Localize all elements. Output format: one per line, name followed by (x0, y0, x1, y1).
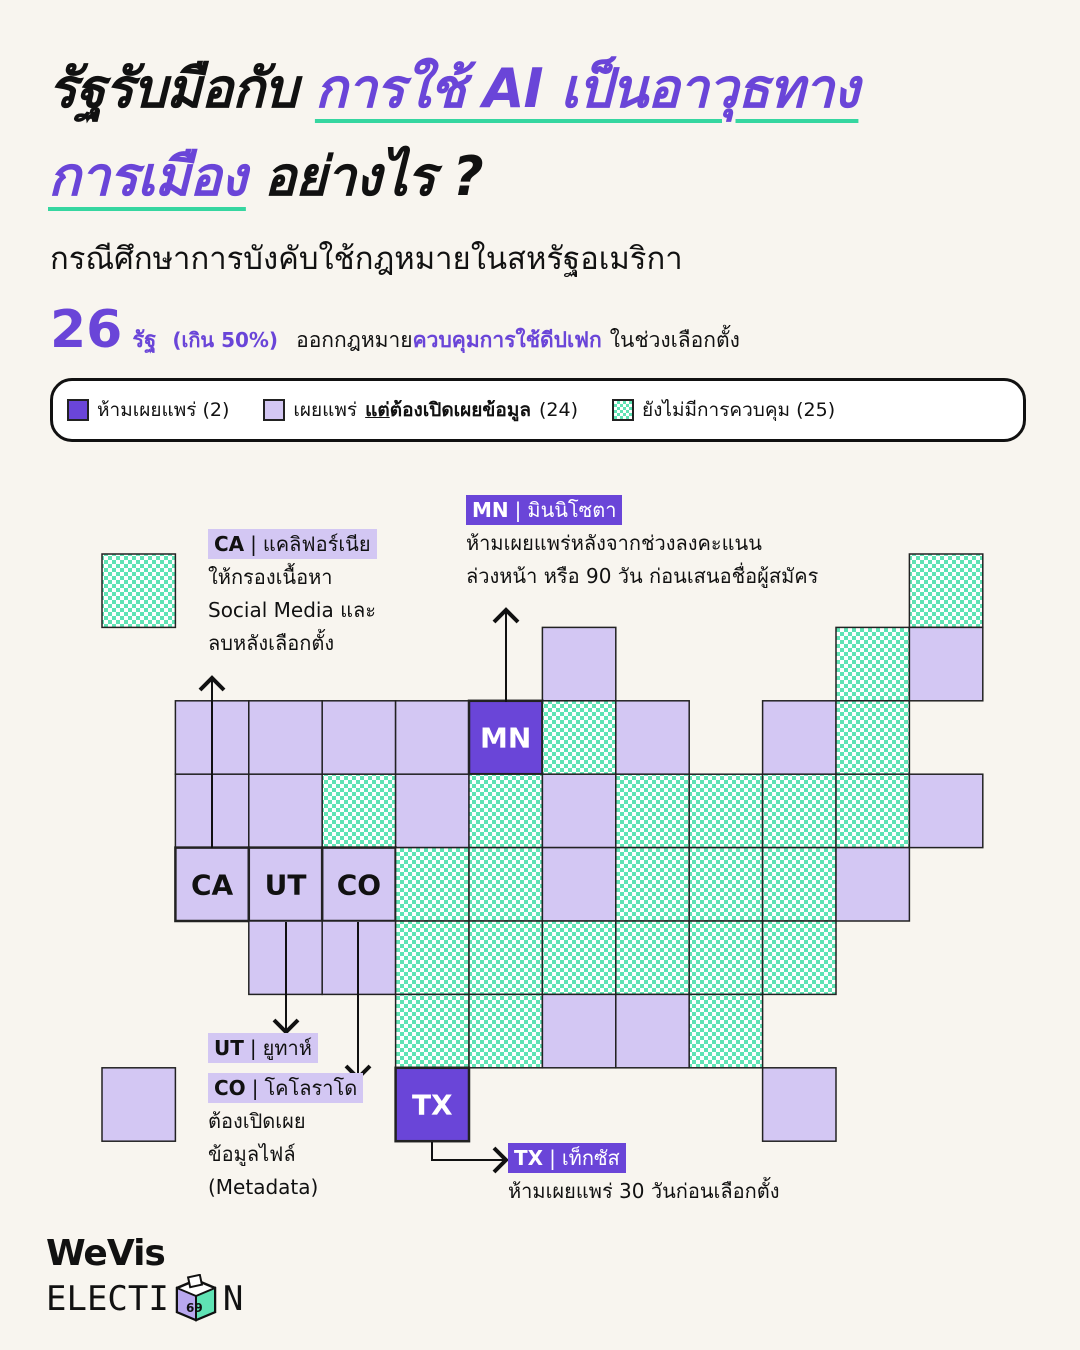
state-cell-none (689, 848, 762, 921)
state-label-co: CO (336, 868, 382, 902)
stat-percent: (เกิน 50%) (172, 328, 279, 352)
state-cell-disc (396, 774, 469, 847)
tx-line-1: ห้ามเผยแพร่ 30 วันก่อนเลือกตั้ง (508, 1179, 780, 1203)
ca-line-3: ลบหลังเลือกตั้ง (208, 631, 335, 655)
legend-label-disclose-prefix: เผยแพร่ (293, 399, 358, 421)
state-cell-none (396, 848, 469, 921)
state-cell-none (689, 994, 762, 1067)
state-cell-disc (396, 701, 469, 774)
co-tag: CO | โคโลราโด (208, 1073, 363, 1103)
state-cell-none (763, 848, 836, 921)
state-label-tx: TX (411, 1088, 453, 1122)
annotation-ut-co (208, 1032, 363, 1204)
state-label-ut: UT (264, 868, 307, 902)
state-cell-disc (542, 774, 615, 847)
state-cell-none (102, 554, 175, 627)
ballot-box-icon (171, 1274, 221, 1324)
logo-wevis: WeVis (46, 1233, 165, 1274)
state-cell-none (542, 701, 615, 774)
state-cell-none (616, 774, 689, 847)
state-cell-disc (322, 701, 395, 774)
state-label-mn: MN (480, 721, 532, 755)
mn-tag: MN | มินนิโซตา (466, 495, 622, 525)
stat-unit: รัฐ (132, 328, 157, 353)
legend-label-disclose-count: (24) (539, 399, 579, 421)
state-cell-disc (542, 627, 615, 700)
state-cell-none (396, 921, 469, 994)
state-cell-none (689, 774, 762, 847)
state-cell-disc (102, 1068, 175, 1141)
title-suffix: อย่างไร ? (263, 145, 483, 208)
co-line-2: ข้อมูลไฟล์ (208, 1142, 296, 1166)
state-cell-disc (249, 701, 322, 774)
arrow-tx (432, 1142, 506, 1160)
stat-text-1: ออกกฎหมาย (296, 328, 413, 352)
ut-tag: UT | ยูทาห์ (208, 1033, 318, 1063)
state-cell-disc (763, 1068, 836, 1141)
mn-line-2: ล่วงหน้า หรือ 90 วัน ก่อนเสนอชื่อผู้สมัคร (466, 564, 819, 588)
title-highlight-1: การใช้ AI เป็นอาวุธทาง (314, 57, 859, 120)
state-cell-none (469, 848, 542, 921)
annotation-mn (466, 494, 818, 593)
legend-label-ban: ห้ามเผยแพร่ (2) (97, 399, 230, 421)
state-cell-none (909, 554, 982, 627)
legend-label-none: ยังไม่มีการควบคุม (25) (642, 399, 836, 421)
state-cell-none (542, 921, 615, 994)
state-cell-none (689, 921, 762, 994)
state-cell-disc (616, 994, 689, 1067)
svg-text:69: 69 (185, 1301, 203, 1315)
legend-label-disclose-emph: แต่ (365, 399, 390, 421)
state-cell-none (322, 774, 395, 847)
state-cell-disc (909, 774, 982, 847)
logo-election: ELECTI 69 N (46, 1274, 243, 1324)
title-highlight-2: การเมือง (48, 145, 246, 208)
state-cell-disc (542, 994, 615, 1067)
state-cell-none (836, 774, 909, 847)
co-line-1: ต้องเปิดเผย (208, 1109, 306, 1133)
stat-highlight: ควบคุมการใช้ดีปเฟก (412, 328, 602, 352)
annotation-tx (508, 1142, 780, 1208)
state-cell-disc (909, 627, 982, 700)
subtitle: กรณีศึกษาการบังคับใช้กฎหมายในสหรัฐอเมริกา (50, 241, 683, 277)
ca-tag: CA | แคลิฟอร์เนีย (208, 529, 377, 559)
state-cell-disc (249, 774, 322, 847)
state-cell-none (616, 921, 689, 994)
title-prefix: รัฐรับมือกับ (48, 57, 298, 120)
state-cell-none (836, 627, 909, 700)
state-cell-none (616, 848, 689, 921)
state-cell-disc (542, 848, 615, 921)
state-cell-none (763, 921, 836, 994)
state-cell-disc (616, 701, 689, 774)
stat-text-2: ในช่วงเลือกตั้ง (609, 328, 740, 352)
state-cell-none (469, 774, 542, 847)
legend-label-disclose-bold: ต้องเปิดเผยข้อมูล (389, 399, 531, 421)
tx-tag: TX | เท็กซัส (508, 1143, 626, 1173)
wevis-election-logo (46, 1233, 244, 1324)
annotation-ca (208, 528, 377, 660)
co-line-3: (Metadata) (208, 1175, 319, 1199)
stat-number: 26 (50, 300, 123, 360)
state-cell-none (396, 994, 469, 1067)
state-cell-disc (763, 701, 836, 774)
mn-line-1: ห้ามเผยแพร่หลังจากช่วงลงคะแนน (466, 531, 762, 555)
state-cell-none (836, 701, 909, 774)
state-cell-none (469, 921, 542, 994)
state-cell-none (763, 774, 836, 847)
ca-line-1: ให้กรองเนื้อหา (208, 565, 333, 589)
ca-line-2: Social Media และ (208, 598, 376, 622)
state-cell-none (469, 994, 542, 1067)
state-label-ca: CA (190, 868, 234, 902)
state-cell-disc (836, 848, 909, 921)
